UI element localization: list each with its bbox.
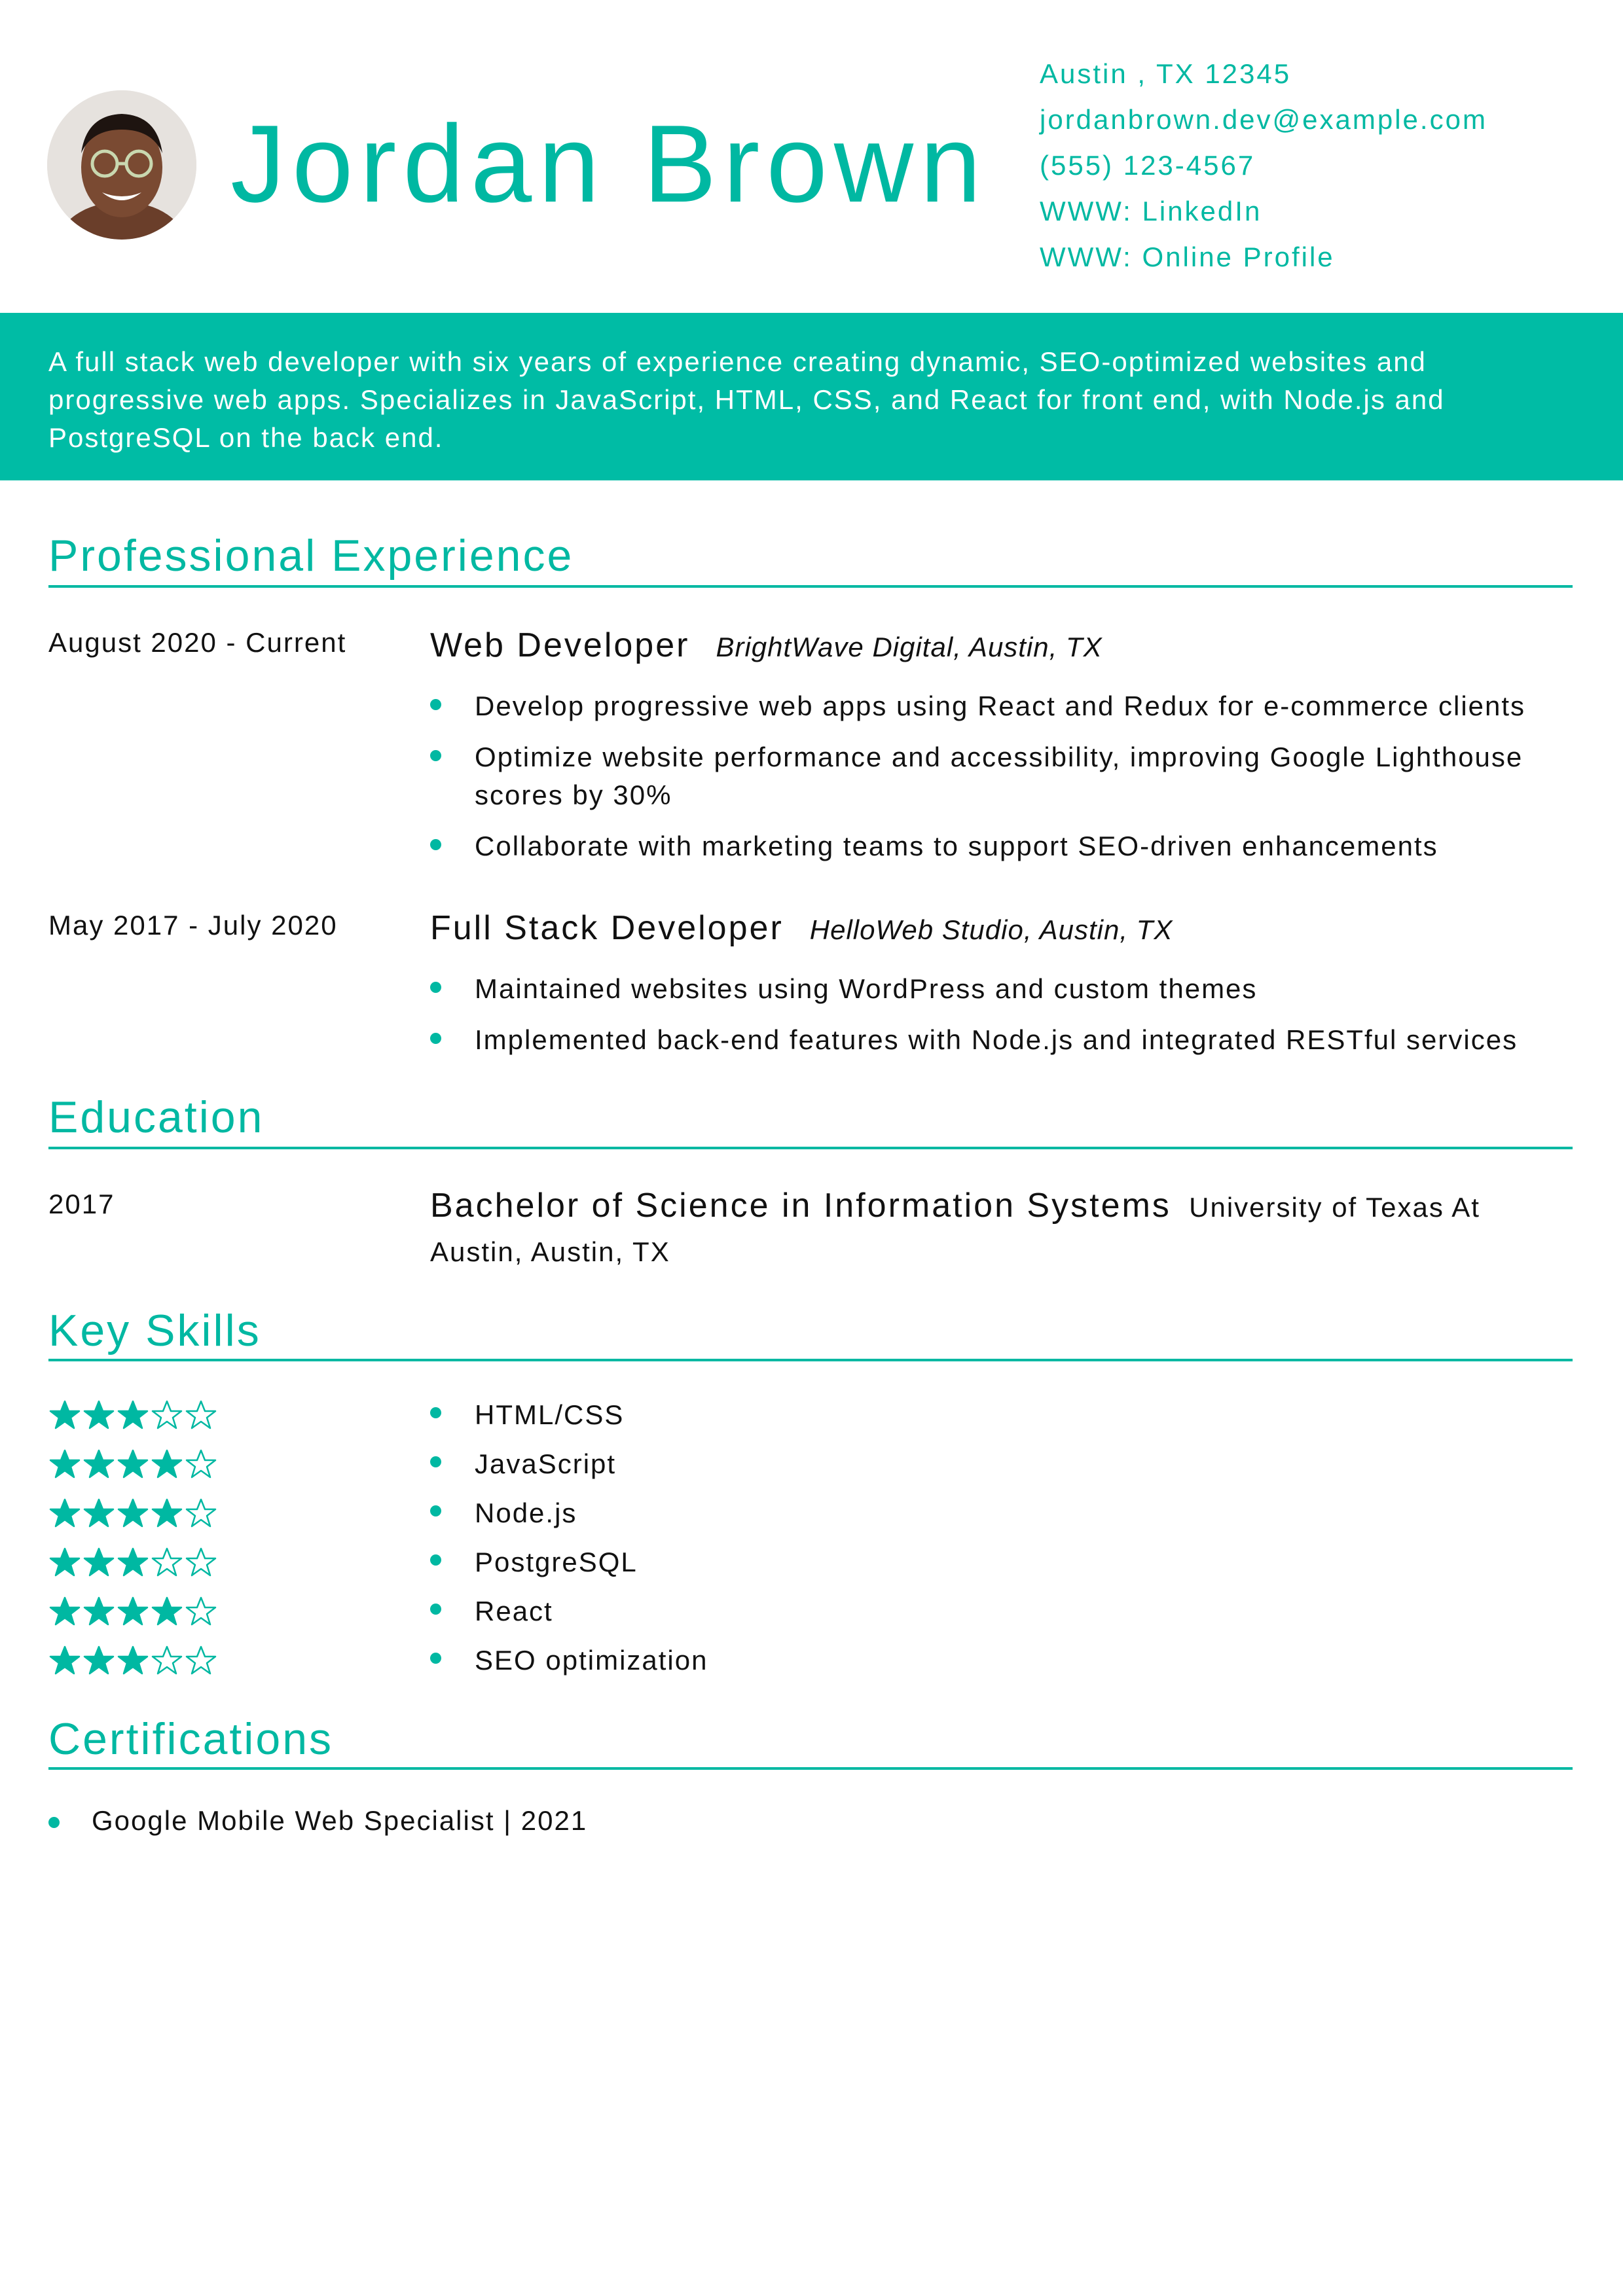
experience-divider [48, 585, 1573, 588]
star-empty-icon [185, 1645, 217, 1676]
skills-heading: Key Skills [48, 1306, 261, 1355]
summary-band [0, 313, 1623, 480]
bullet-text: Collaborate with marketing teams to support SEO-driven enhancements [475, 831, 1438, 861]
experience-heading: Professional Experience [48, 531, 574, 581]
star-filled-icon [48, 1547, 81, 1578]
job-1-heading [430, 626, 1103, 665]
contact-email[interactable]: jordanbrown.dev@example.com [1040, 104, 1487, 135]
star-filled-icon [82, 1596, 115, 1627]
bullet-text: Implemented back-end features with Node.js and integrated RESTful services [475, 1024, 1518, 1055]
bullet-text: Optimize website performance and accessibility, improving Google Lighthouse scores by 30% [475, 742, 1523, 810]
job-2-dates: May 2017 - July 2020 [48, 910, 338, 941]
star-empty-icon [151, 1645, 183, 1676]
skill-name: JavaScript [475, 1448, 617, 1479]
star-filled-icon [82, 1448, 115, 1480]
star-empty-icon [185, 1596, 217, 1627]
skill-name: PostgreSQL [475, 1547, 638, 1577]
list-item [430, 687, 1582, 725]
job-1-title: Web Developer [430, 626, 690, 664]
contact-linkedin[interactable]: WWW: LinkedIn [1040, 196, 1262, 226]
star-filled-icon [151, 1596, 183, 1627]
bullet-dot-icon [430, 839, 441, 850]
bullet-dot-icon [430, 1505, 441, 1516]
bullet-dot-icon [430, 1456, 441, 1467]
star-filled-icon [82, 1547, 115, 1578]
star-filled-icon [117, 1498, 149, 1529]
education-heading: Education [48, 1092, 264, 1142]
skill-rating-row [48, 1488, 217, 1537]
skill-item [430, 1395, 708, 1444]
summary-text: A full stack web developer with six years of experience creating dynamic, SEO-optimized websites and progressive web apps. Specializes in JavaScript, HTML, CSS, and React for front end, with Node.js and PostgreSQL on the back end. [48, 346, 1445, 453]
education-divider [48, 1147, 1573, 1149]
star-filled-icon [48, 1645, 81, 1676]
job-2-company: HelloWeb Studio, Austin, TX [809, 914, 1173, 945]
profile-photo [47, 90, 196, 240]
certifications-heading: Certifications [48, 1714, 334, 1764]
star-filled-icon [48, 1399, 81, 1431]
star-filled-icon [117, 1547, 149, 1578]
skill-item [430, 1592, 708, 1641]
job-2-title: Full Stack Developer [430, 909, 784, 947]
list-item [430, 738, 1582, 814]
star-empty-icon [185, 1448, 217, 1480]
list-item [430, 827, 1582, 865]
star-filled-icon [117, 1448, 149, 1480]
education-year: 2017 [48, 1189, 115, 1219]
star-empty-icon [185, 1547, 217, 1578]
star-filled-icon [117, 1596, 149, 1627]
bullet-text: Develop progressive web apps using React and Redux for e-commerce clients [475, 691, 1526, 721]
skill-name: SEO optimization [475, 1645, 708, 1676]
profile-photo-icon [47, 90, 196, 240]
skill-item [430, 1444, 708, 1494]
certification-text: Google Mobile Web Specialist | 2021 [92, 1805, 588, 1836]
job-1-bullets [430, 687, 1582, 878]
contact-address: Austin , TX 12345 [1040, 58, 1292, 89]
bullet-dot-icon [430, 1604, 441, 1615]
bullet-dot-icon [430, 699, 441, 710]
contact-phone[interactable]: (555) 123-4567 [1040, 150, 1256, 181]
star-empty-icon [185, 1399, 217, 1431]
bullet-text: Maintained websites using WordPress and custom themes [475, 973, 1258, 1004]
skill-rating-row [48, 1439, 217, 1488]
skill-rating-row [48, 1537, 217, 1587]
contact-block [1040, 51, 1487, 280]
star-filled-icon [117, 1399, 149, 1431]
degree-title: Bachelor of Science in Information Systems [430, 1187, 1171, 1225]
bullet-dot-icon [430, 1407, 441, 1418]
bullet-dot-icon [430, 750, 441, 761]
education-entry [430, 1183, 1543, 1274]
skill-name: HTML/CSS [475, 1399, 625, 1430]
star-filled-icon [82, 1399, 115, 1431]
skill-item [430, 1641, 708, 1690]
job-2-heading [430, 908, 1173, 948]
bullet-dot-icon [430, 1033, 441, 1044]
skill-rating-row [48, 1587, 217, 1636]
skill-item [430, 1543, 708, 1592]
star-filled-icon [48, 1448, 81, 1480]
job-2-bullets [430, 970, 1582, 1072]
job-1-dates: August 2020 - Current [48, 627, 347, 658]
skill-rating-row [48, 1636, 217, 1685]
list-item [430, 970, 1582, 1008]
school-name: University of Texas At Austin, Austin, TX [430, 1192, 1480, 1267]
star-empty-icon [185, 1498, 217, 1529]
candidate-name: Jordan Brown [230, 102, 988, 225]
star-empty-icon [151, 1547, 183, 1578]
skill-name: React [475, 1596, 553, 1626]
star-filled-icon [48, 1596, 81, 1627]
star-empty-icon [151, 1399, 183, 1431]
contact-online-profile[interactable]: WWW: Online Profile [1040, 242, 1335, 272]
skill-name: Node.js [475, 1498, 577, 1528]
bullet-dot-icon [430, 1653, 441, 1664]
bullet-dot-icon [430, 1554, 441, 1566]
star-filled-icon [82, 1645, 115, 1676]
skills-list [430, 1395, 708, 1690]
star-filled-icon [117, 1645, 149, 1676]
skill-rating-row [48, 1390, 217, 1439]
certifications-divider [48, 1767, 1573, 1770]
skill-ratings [48, 1390, 217, 1685]
certification-item [48, 1805, 587, 1837]
star-filled-icon [151, 1448, 183, 1480]
list-item [430, 1021, 1582, 1059]
bullet-dot-icon [430, 982, 441, 993]
star-filled-icon [48, 1498, 81, 1529]
skills-divider [48, 1359, 1573, 1361]
star-filled-icon [151, 1498, 183, 1529]
bullet-dot-icon [48, 1817, 60, 1828]
skill-item [430, 1494, 708, 1543]
job-1-company: BrightWave Digital, Austin, TX [716, 632, 1103, 662]
star-filled-icon [82, 1498, 115, 1529]
